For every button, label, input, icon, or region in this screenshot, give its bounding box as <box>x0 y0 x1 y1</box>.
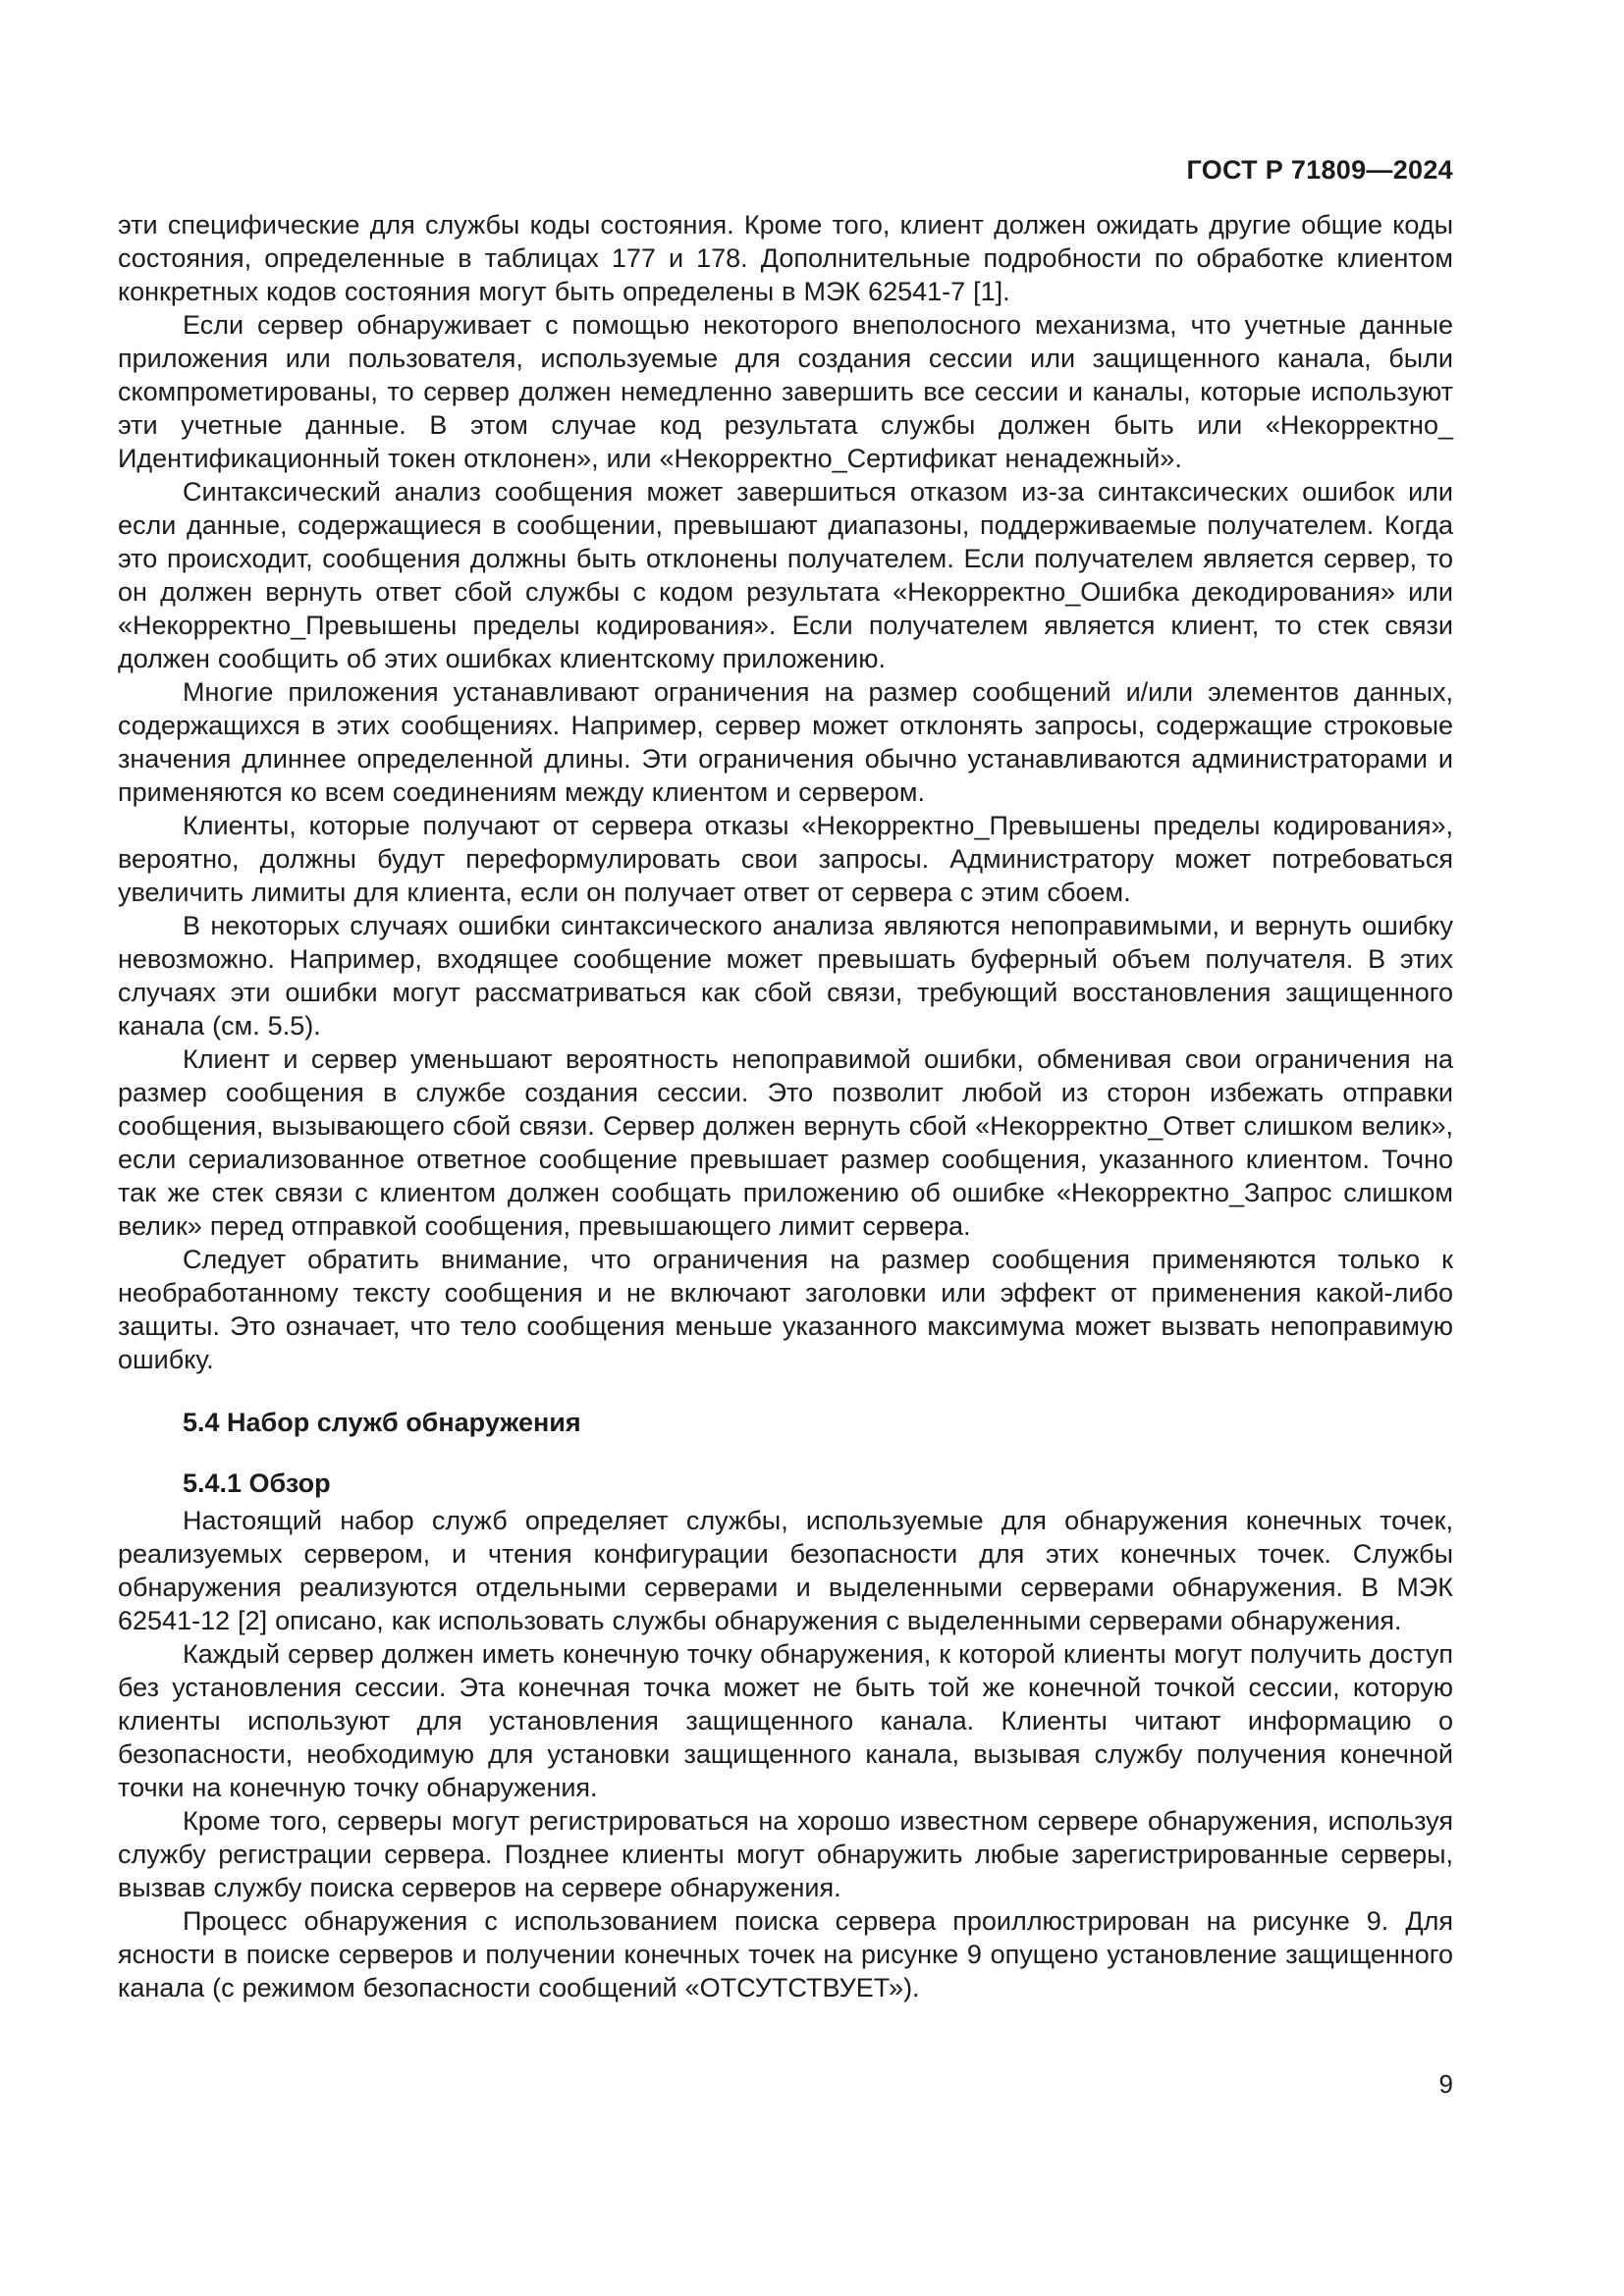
paragraph: Настоящий набор служб определяет службы, используемые для обнаружения конечных точек, реализуемых сервером, и чтения конфигурации безопасности для этих конечных точек. Службы обнаружения реализуются отдельными серверами и выделенными серверами обнаружения. В МЭК 62541-12 [2] описано, как использовать службы обнаружения с выделенными серверами обнаружения. <box>118 1506 1453 1635</box>
paragraph: В некоторых случаях ошибки синтаксического анализа являются непоправимыми, и вернуть ошибку невозможно. Например, входящее сообщение может превышать буферный объем получателя. В этих случаях эти ошибки могут рассматриваться как сбой связи, требующий восстановления защищенного канала (см. 5.5). <box>118 911 1453 1041</box>
paragraph: Если сервер обнаруживает с помощью некоторого внеполосного механизма, что учетные данные приложения или пользователя, используемые для создания сессии или защищенного канала, были скомпрометированы, то сервер должен немедленно завершить все сессии и каналы, которые используют эти учетные данные. В этом случае код результата службы должен быть или «Некорректно_ Идентификационный токен отклонен», или «Некорректно_Сертификат ненадежный». <box>118 310 1453 473</box>
page-number: 9 <box>1438 2069 1453 2099</box>
paragraph-continuation: эти специфические для службы коды состояния. Кроме того, клиент должен ожидать другие общие коды состояния, определенные в таблицах 177 и 178. Дополнительные подробности по обработке клиентом конкретных кодов состояния могут быть определены в МЭК 62541-7 [1]. <box>118 210 1453 306</box>
paragraph: Процесс обнаружения с использованием поиска сервера проиллюстрирован на рисунке 9. Для ясности в поиске серверов и получении конечных точек на рисунке 9 опущено установление защищенного канала (с режимом безопасности сообщений «ОТСУТСТВУЕТ»). <box>118 1906 1453 2002</box>
subsection-heading-5-4-1: 5.4.1 Обзор <box>183 1468 331 1498</box>
page-content <box>118 208 1453 2004</box>
paragraph: Многие приложения устанавливают ограничения на размер сообщений и/или элементов данных, содержащихся в этих сообщениях. Например, сервер может отклонять запросы, содержащие строковые значения длиннее определенной длины. Эти ограничения обычно устанавливаются администраторами и применяются ко всем соединениям между клиентом и сервером. <box>118 677 1453 807</box>
doc-code-header: ГОСТ Р 71809—2024 <box>1186 155 1453 185</box>
paragraph: Клиент и сервер уменьшают вероятность непоправимой ошибки, обменивая свои ограничения на размер сообщения в службе создания сессии. Это позволит любой из сторон избежать отправки сообщения, вызывающего сбой связи. Сервер должен вернуть сбой «Некорректно_Ответ слишком велик», если сериализованное ответное сообщение превышает размер сообщения, указанного клиентом. Точно так же стек связи с клиентом должен сообщать приложению об ошибке «Некорректно_Запрос слишком велик» перед отправкой сообщения, превышающего лимит сервера. <box>118 1044 1453 1241</box>
paragraph: Синтаксический анализ сообщения может завершиться отказом из-за синтаксических ошибок или если данные, содержащиеся в сообщении, превышают диапазоны, поддерживаемые получателем. Когда это происходит, сообщения должны быть отклонены получателем. Если получателем является сервер, то он должен вернуть ответ сбой службы с кодом результата «Некорректно_Ошибка декодирования» или «Некорректно_Превышены пределы кодирования». Если получателем является клиент, то стек связи должен сообщить об этих ошибках клиентскому приложению. <box>118 477 1453 673</box>
paragraph: Кроме того, серверы могут регистрироваться на хорошо известном сервере обнаружения, используя службу регистрации сервера. Позднее клиенты могут обнаружить любые зарегистрированные серверы, вызвав службу поиска серверов на сервере обнаружения. <box>118 1806 1453 1902</box>
section-heading-5-4: 5.4 Набор служб обнаружения <box>183 1408 581 1437</box>
paragraph: Клиенты, которые получают от сервера отказы «Некорректно_Превышены пределы кодирования», вероятно, должны будут переформулировать свои запросы. Администратору может потребоваться увеличить лимиты для клиента, если он получает ответ от сервера с этим сбоем. <box>118 811 1453 907</box>
paragraph: Каждый сервер должен иметь конечную точку обнаружения, к которой клиенты могут получить доступ без установления сессии. Эта конечная точка может не быть той же конечной точкой сессии, которую клиенты используют для установления защищенного канала. Клиенты читают информацию о безопасности, необходимую для установки защищенного канала, вызывая службу получения конечной точки на конечную точку обнаружения. <box>118 1639 1453 1802</box>
paragraph: Следует обратить внимание, что ограничения на размер сообщения применяются только к необработанному тексту сообщения и не включают заголовки или эффект от применения какой-либо защиты. Это означает, что тело сообщения меньше указанного максимума может вызвать непоправимую ошибку. <box>118 1245 1453 1374</box>
